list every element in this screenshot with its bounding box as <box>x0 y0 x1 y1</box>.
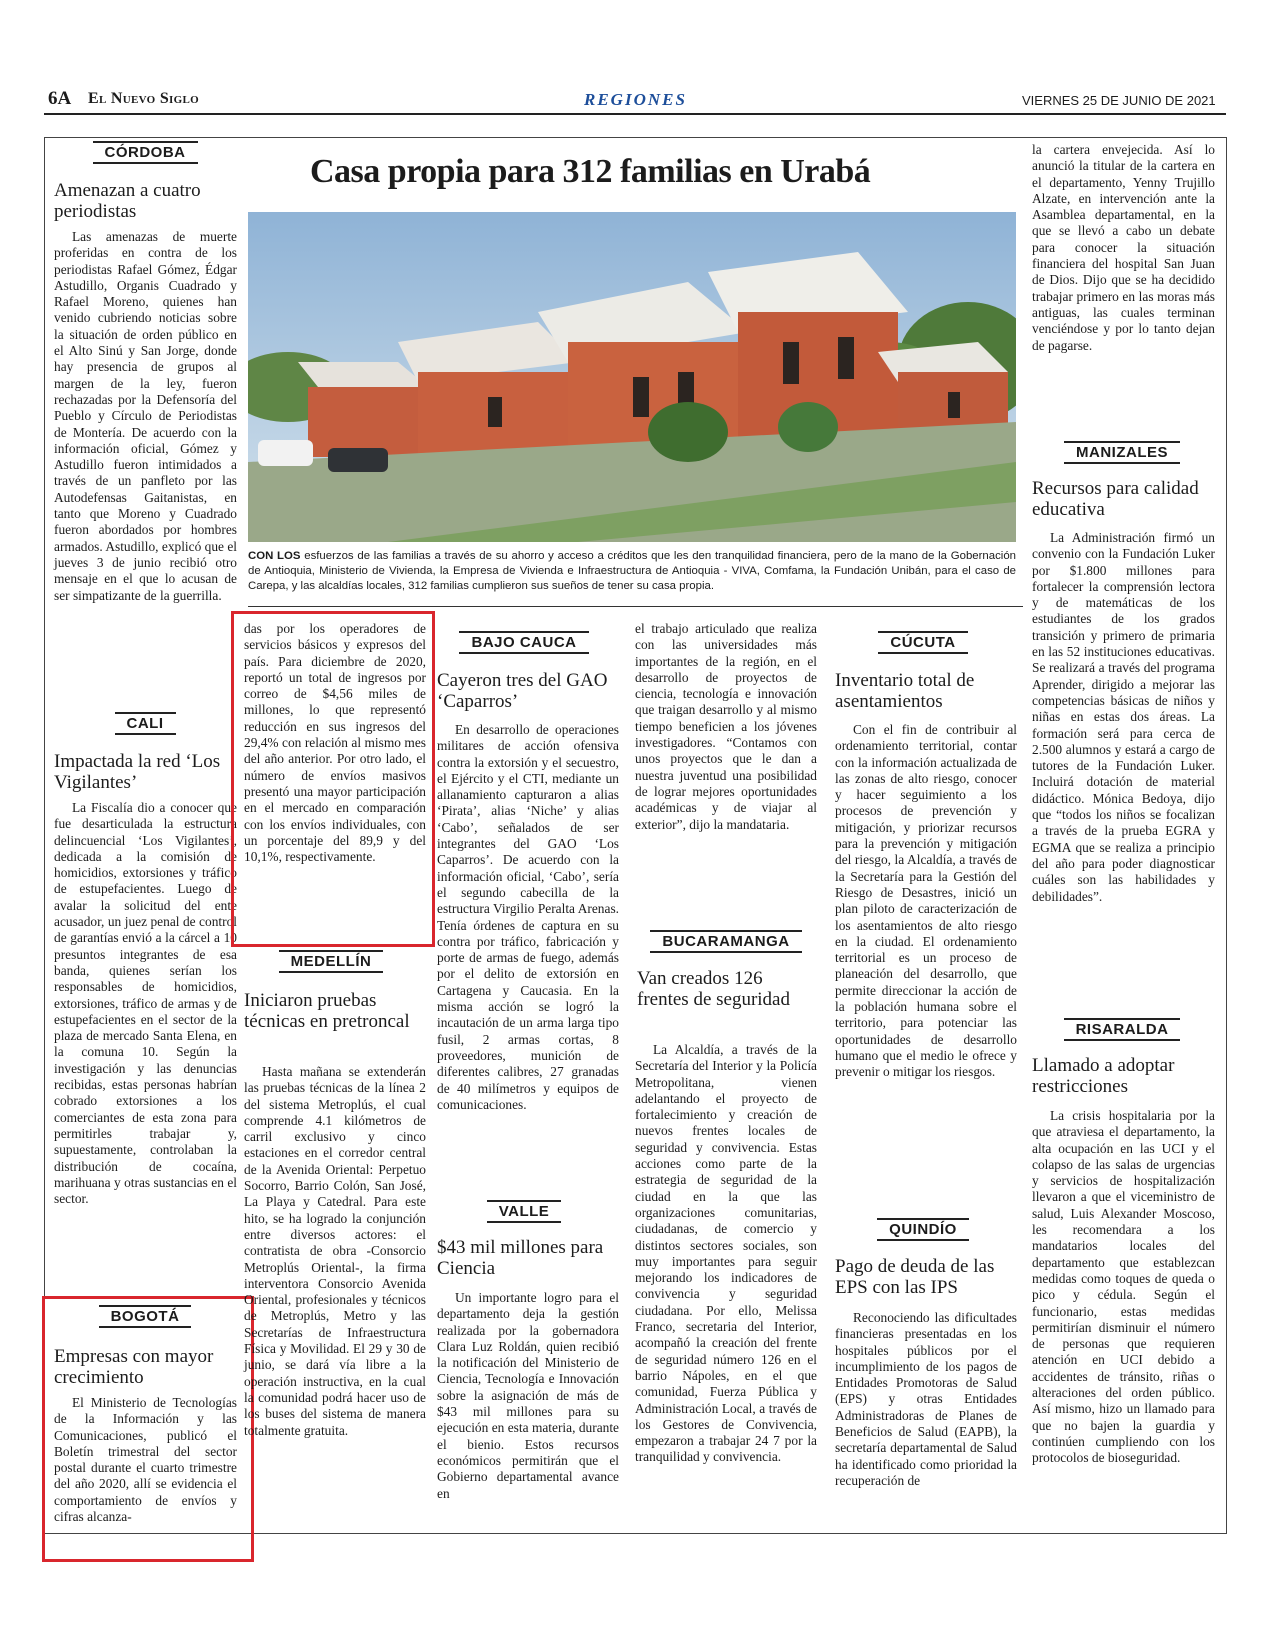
page-number: 6A <box>48 88 72 109</box>
cucuta-body: Con el fin de contribuir al ordenamiento territorial, contar con la información actualizada de las zonas de alto riesgo, conocer y hacer seguimiento a los procesos de prevención y mitigación, y priorizar recursos para la prevención y mitigación del riesgo, la Alcaldía, a través de la Secretaría para la Gestión del Riesgo de Desastres, inició un plan piloto de caracterización de los asentamientos de alto riesgo en la ciudad. El ordenamiento territorial es un proceso de planeación del desarrollo, que permite direccionar la acción de la población humana sobre el territorio, para potenciar las oportunidades de desarrollo humano que el medio le ofrece y prevenir o mitigar los riesgos. <box>835 722 1017 1080</box>
valle-headline: $43 mil millones para Ciencia <box>437 1237 604 1279</box>
cordoba-body: Las amenazas de muerte proferidas en contra de los periodistas Rafael Gómez, Édgar Astudillo, Organis Cuadrado y Rafael Moreno, quienes han venido cubriendo noticias sobre la situación de orden público en el Alto Sinú y San Jorge, donde hay presencia de grupos al margen de la ley, fueron rechazadas por la Defensoría del Pueblo y Círculo de Periodistas de Montería. De acuerdo con la información oficial, Gómez y Astudillo fueron intimidados a través de un panfleto por las Autodefensas Gaitanistas, en tanto que Moreno y Cuadrado fueron abordados por hombres armados. Astudillo, explicó que el jueves 3 de junio recibió otro mensaje en el que lo acusan de ser simpatizante de la guerrilla. <box>54 229 237 603</box>
newspaper-name: El Nuevo Siglo <box>88 90 199 107</box>
bajo-cauca-body: En desarrollo de operaciones militares de acción ofensiva contra la extorsión y el secuestro, el Ejército y el CTI, mediante un allanamiento capturaron a alias ‘Pirata’, alias ‘Niche’ y alias ‘Cabo’, señalados de ser integrantes del GAO ‘Los Caparros’. De acuerdo con la información oficial, ‘Cabo’, sería el segundo cabecilla de la estructura Virgilio Peralta Arenas. Tenía órdenes de captura en su contra por tráfico, fabricación y porte de armas de fuego, además por el delito de extorsión en Cartagena y Caucasia. En la misma acción se logró la incautación de un arma larga tipo fusil, 2 armas cortas, 8 proveedores, munición de diferentes calibres, 27 granadas de 40 milímetros y equipos de comunicaciones. <box>437 722 619 1112</box>
valle-body: Un importante logro para el departamento deja la gestión realizada por la gobernadora Clara Luz Roldán, quien recibió la notificación del Ministerio de Ciencia, Tecnología e Innovación sobre la asignación de más de $43 mil millones para su ejecución en esta materia, durante el bienio. Estos recursos económicos permitirán que el Gobierno departamental avance en <box>437 1290 619 1501</box>
bucaramanga-body: La Alcaldía, a través de la Secretaría del Interior y la Policía Metropolitana, vienen adelantando el proyecto de fortalecimiento y creación de nuevos frentes locales de seguridad y convivencia. Estas acciones como parte de la estrategia de seguridad de la ciudad en la que las organizaciones comunitarias, ciudadanas, de comercio y distintos sectores sociales, son muy importantes para seguir mejorando los indicadores de convivencia y seguridad ciudadana. Por ello, Melissa Franco, secretaria del Interior, acompañó la creación del frente de seguridad número 126 en el barrio Nápoles, en el que comunidad, Fuerza Pública y Administración Local, a través de los Gestores de Convivencia, empezaron a trabajar 24 7 por la tranquilidad y convivencia. <box>635 1042 817 1465</box>
section-name: REGIONES <box>584 90 687 109</box>
bogota-headline: Empresas con mayor crecimiento <box>54 1346 214 1388</box>
quindio-continuation: la cartera envejecida. Así lo anunció la titular de la cartera en el departamento, Yenny Trujillo Alzate, en intervención ante la Asamblea departamental, en la que se llevó a cabo un debate para conocer la situación financiera del hospital San Juan de Dios. Dijo que se ha decidido trabajar primero en las moras más antiguas, las cuales terminan venciéndose y por lo tanto dejan de pagarse. <box>1032 142 1215 353</box>
quindio-headline: Pago de deuda de las EPS con las IPS <box>835 1256 995 1298</box>
medellin-headline: Iniciaron pruebas técnicas en pretroncal <box>244 990 410 1032</box>
cordoba-kicker: CÓRDOBA <box>55 141 235 164</box>
housing-photo-illustration <box>248 212 1016 542</box>
housing-photo <box>248 212 1016 542</box>
bogota-kicker: BOGOTÁ <box>55 1305 235 1328</box>
cali-body: La Fiscalía dio a conocer que fue desarticulada la estructura delincuencial ‘Los Vigilantes’, dedicada a la comisión de homicidios, extorsiones y tráfico de estupefacientes. Luego de avalar la solicitud del ente acusador, un juez penal de control de garantías envió a la cárcel a 10 presuntos integrantes de esa banda, quienes serían los responsables de homicidios, extorsiones, tráfico de armas y de estupefacientes en el sector de la plaza de mercado Santa Elena, en la comuna 10. Según la investigación y las denuncias recibidas, estas personas habrían cobrado extorsiones a los comerciantes de esta zona para permitirles trabajar y, supuestamente, controlaban la distribución de cocaína, marihuana y otras sustancias en el sector. <box>54 800 237 1207</box>
issue-date: VIERNES 25 DE JUNIO DE 2021 <box>1022 93 1216 108</box>
caption-rule <box>248 606 1023 607</box>
risaralda-headline: Llamado a adoptar restricciones <box>1032 1055 1175 1097</box>
cucuta-kicker: CÚCUTA <box>833 631 1013 654</box>
valle-kicker: VALLE <box>434 1200 614 1223</box>
header-rule <box>44 113 1226 115</box>
risaralda-kicker: RISARALDA <box>1032 1018 1212 1041</box>
caption-text: esfuerzos de las familias a través de su ahorro y acceso a créditos que les den tranquilidad financiera, pero de la mano de la Gobernación de Antioquia, Ministerio de Vivienda, la Empresa de Vivienda e Infraestructura de Antioquia - VIVA, Comfama, la Fundación Unibán, para el caso de Carepa, y las alcaldías locales, 312 familias cumplieron sus sueños de tener su casa propia. <box>248 550 1016 592</box>
bogota-body: El Ministerio de Tecnologías de la Información y las Comunicaciones, publicó el Boletín trimestral del sector postal durante el cuarto trimestre del año 2020, allí se evidencia el comportamiento de envíos y cifras alcanza- <box>54 1395 237 1525</box>
quindio-body: Reconociendo las dificultades financieras presentadas en los hospitales públicos por el incumplimiento de los pagos de Entidades Promotoras de Salud (EPS) y otras Entidades Administradoras de Planes de Beneficios de Salud (EAPB), la secretaría departamental de Salud ha identificado como prioridad la recuperación de <box>835 1310 1017 1488</box>
medellin-kicker: MEDELLÍN <box>241 950 421 973</box>
manizales-headline: Recursos para calidad educativa <box>1032 478 1199 520</box>
quindio-kicker: QUINDÍO <box>833 1218 1013 1241</box>
bucaramanga-kicker: BUCARAMANGA <box>633 930 819 953</box>
cali-kicker: CALI <box>55 712 235 735</box>
bajo-cauca-headline: Cayeron tres del GAO ‘Caparros’ <box>437 670 608 712</box>
cucuta-headline: Inventario total de asentamientos <box>835 670 975 712</box>
medellin-body: Hasta mañana se extenderán las pruebas técnicas de la línea 2 del sistema Metroplús, el cual comprende 4.1 kilómetros de carril exclusivo y cinco estaciones en el corredor central de la Avenida Oriental: Perpetuo Socorro, Barrio Colón, San José, La Playa y Catedral. Para este hito, se ha logrado la conjunción entre diversos actores: el contratista de obra -Consorcio Metroplús Oriental-, la firma interventora Consorcio Avenida Oriental, profesionales y técnicos de Metroplús, Metro y las Secretarías de Infraestructura Física y Movilidad. El 29 y 30 de junio, se dará vía libre a la operación instructiva, en la cual la comunidad podrá hacer uso de los buses del sistema de manera totalmente gratuita. <box>244 1064 426 1438</box>
cali-headline: Impactada la red ‘Los Vigilantes’ <box>54 751 221 793</box>
bajo-cauca-kicker: BAJO CAUCA <box>434 631 614 654</box>
valle-continuation: el trabajo articulado que realiza con las universidades más importantes de la región, en el desarrollo de proyectos de ciencia, tecnología e innovación que traigan desarrollo y al mismo tiempo beneficien a los jóvenes investigadores. “Contamos con unos proyectos que le dan a nuestra juventud una posibilidad de lograr mejores oportunidades académicas y de viajar al exterior”, dijo la mandataria. <box>635 621 817 832</box>
bucaramanga-headline: Van creados 126 frentes de seguridad <box>637 968 790 1010</box>
photo-caption <box>248 549 1016 594</box>
bogota-continuation: das por los operadores de servicios básicos y expresos del país. Para diciembre de 2020, reportó un total de ingresos por correo de $4,56 miles de millones, lo que representó reducción en sus ingresos del 29,4% con relación al mismo mes del año anterior. Por otro lado, el número de envíos masivos presentó una mayor participación en el mercado en comparación con los envíos individuales, con un porcentaje del 89,9 y del 10,1%, respectivamente. <box>244 621 426 865</box>
caption-lead: CON LOS <box>248 550 301 562</box>
manizales-body: La Administración firmó un convenio con la Fundación Luker por $1.800 millones para fortalecer la comprensión lectora y de matemáticas de los estudiantes de los grados transición y primero de primaria en las 52 instituciones educativas. Se realizará a través del programa Aprender, dirigido a mejorar las competencias básicas de niños y niñas en estas dos áreas. La formación será para cerca de 2.500 alumnos y estará a cargo de tutores de la Fundación Luker. Incluirá dotación de material didáctico. Mónica Bedoya, dijo que “todos los niños se focalizan a través de la prueba EGRA y EGMA que se realiza a principio del año para poder diagnosticar cuáles son las habilidades y debilidades”. <box>1032 530 1215 904</box>
manizales-kicker: MANIZALES <box>1032 441 1212 464</box>
cordoba-headline: Amenazan a cuatro periodistas <box>54 180 201 222</box>
main-title: Casa propia para 312 familias en Urabá <box>310 153 871 190</box>
risaralda-body: La crisis hospitalaria por la que atraviesa el departamento, la alta ocupación en las UCI y el colapso de las salas de urgencias y servicios de hospitalización llevaron a que el viceministro de salud, Luis Alexander Moscoso, les recomendara a los mandatarios locales del departamento que establezcan medidas como toques de queda o pico y cédula. Según el funcionario, estas medidas permitirían disminuir el número de personas que requieren atención en UCI debido a accidentes de tránsito, riñas o alteraciones del orden público. Así mismo, hizo un llamado para que no bajen la guardia y continúen cumpliendo con los protocolos de bioseguridad. <box>1032 1108 1215 1466</box>
